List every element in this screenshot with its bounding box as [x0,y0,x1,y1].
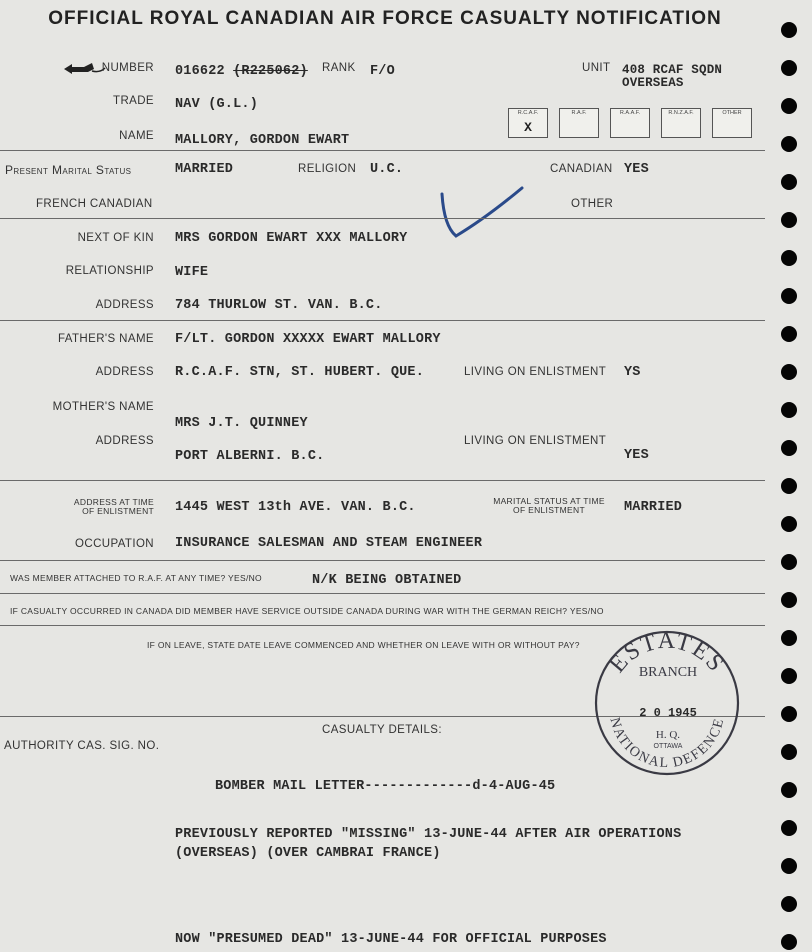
relationship-label: RELATIONSHIP [65,265,154,277]
relationship-value: WIFE [175,265,209,280]
divider [0,480,765,481]
unit-label: UNIT [582,62,611,74]
divider [0,593,765,594]
address-value: 784 THURLOW ST. VAN. B.C. [175,298,383,313]
father-address-label: ADDRESS [95,366,154,378]
feed-hole [781,326,797,342]
rank-value: F/O [370,64,395,79]
occupation-label: OCCUPATION [75,538,154,550]
fathers-name-struck: XXXXX [282,332,325,347]
french-canadian-label: FRENCH CANADIAN [36,198,153,210]
religion-label: RELIGION [298,163,357,175]
casualty-detail-line-4: NOW "PRESUMED DEAD" 13-JUNE-44 FOR OFFICIAL PURPOSES [175,932,607,947]
leave-question-label: IF ON LEAVE, STATE DATE LEAVE COMMENCED AND WHETHER ON LEAVE WITH OR WITHOUT PAY? [147,640,580,650]
feed-hole [781,478,797,494]
feed-hole [781,782,797,798]
service-box-mark: X [524,120,532,135]
feed-hole [781,136,797,152]
feed-hole [781,22,797,38]
marital-at-enlistment-label-1: MARITAL STATUS AT TIME [493,496,605,506]
raf-answer-value: N/K BEING OBTAINED [312,573,462,588]
feed-hole [781,250,797,266]
marital-at-enlistment-value: MARRIED [624,500,683,515]
canada-question-label: IF CASUALTY OCCURRED IN CANADA DID MEMBER HAVE SERVICE OUTSIDE CANADA DURING WAR WITH THE GERMAN REICH? YES/NO [10,606,604,616]
service-box-4 [712,108,752,138]
feed-hole [781,668,797,684]
feed-hole [781,630,797,646]
service-box-label: R.A.F. [571,110,587,116]
service-box-label: R.N.Z.A.F. [668,110,694,116]
stamp-bottom-text: NATIONAL DEFENCE [606,716,728,772]
casualty-details-label: CASUALTY DETAILS: [322,724,442,736]
divider [0,625,765,626]
fathers-name-last: EWART MALLORY [332,332,441,347]
marital-at-enlistment-label-2: OF ENLISTMENT [513,505,585,515]
service-number: 016622 [175,64,225,79]
estates-branch-stamp [592,628,742,778]
father-address-value: R.C.A.F. STN, ST. HUBERT. QUE. [175,365,425,380]
mother-address-label: ADDRESS [95,435,154,447]
service-box-label: R.C.A.F. [517,110,539,116]
feed-hole [781,516,797,532]
feed-hole [781,98,797,114]
marital-at-enlistment-label [486,497,612,515]
feed-hole [781,402,797,418]
next-of-kin-struck: XXX [316,231,342,246]
service-box-2 [610,108,650,138]
stamp-middle-text: BRANCH [638,665,698,680]
number-label: NUMBER [101,62,154,74]
mother-living-value: YES [624,448,649,463]
service-box-1 [559,108,599,138]
service-number-value [175,64,308,79]
address-label: ADDRESS [95,299,154,311]
pen-check-mark [436,182,528,244]
fathers-name-first: F/LT. GORDON [175,332,275,347]
father-living-label: LIVING ON ENLISTMENT [464,366,607,378]
service-box-label: OTHER [722,110,742,116]
address-at-enlistment-label-1: ADDRESS AT TIME [73,497,154,507]
casualty-detail-line-1: BOMBER MAIL LETTER-------------d-4-AUG-45 [215,779,556,794]
feed-hole [781,288,797,304]
marital-status-label: Present Marital Status [5,163,132,177]
unit-line-1: 408 RCAF SQDN [622,63,723,77]
mothers-name-label: MOTHER'S NAME [52,401,154,413]
stamp-date: 2 0 1945 [639,706,697,720]
service-box-3 [661,108,701,138]
raf-question-label: WAS MEMBER ATTACHED TO R.A.F. AT ANY TIME? YES/NO [10,573,262,583]
unit-line-2: OVERSEAS [622,76,684,90]
religion-value: U.C. [370,162,404,177]
mother-address-value: PORT ALBERNI. B.C. [175,449,325,464]
fathers-name-value [175,332,441,347]
address-at-enlistment-value: 1445 WEST 13th AVE. VAN. B.C. [175,500,416,515]
feed-hole [781,934,797,950]
divider [0,218,765,219]
feed-hole [781,364,797,380]
father-living-value: YS [624,365,641,380]
rank-label: RANK [322,62,356,74]
next-of-kin-value [175,231,407,246]
name-label: NAME [119,130,154,142]
fathers-name-label: FATHER'S NAME [58,333,154,345]
next-of-kin-first: MRS GORDON EWART [175,231,308,246]
feed-hole [781,174,797,190]
trade-label: TRADE [113,95,154,107]
service-box-label: R.A.A.F. [619,110,641,116]
feed-hole [781,440,797,456]
form-title: OFFICIAL ROYAL CANADIAN AIR FORCE CASUALTY NOTIFICATION [48,8,722,29]
trade-value: NAV (G.L.) [175,97,259,112]
divider [0,150,765,151]
address-at-enlistment-label-2: OF ENLISTMENT [82,506,154,516]
occupation-value: INSURANCE SALESMAN AND STEAM ENGINEER [175,536,483,551]
name-value: MALLORY, GORDON EWART [175,133,350,148]
next-of-kin-last: MALLORY [349,231,408,246]
service-number-struck: (R225062) [233,64,308,79]
divider [0,560,765,561]
authority-label: AUTHORITY CAS. SIG. NO. [4,740,160,752]
feed-hole [781,554,797,570]
stamp-city: OTTAWA [653,743,683,750]
feed-hole [781,858,797,874]
marital-status-value: MARRIED [175,162,234,177]
casualty-detail-line-2: PREVIOUSLY REPORTED "MISSING" 13-JUNE-44 AFTER AIR OPERATIONS [175,827,682,842]
canadian-label: CANADIAN [550,163,613,175]
address-at-enlistment-label [40,498,154,516]
feed-hole [781,592,797,608]
service-box-0 [508,108,548,138]
stamp-hq: H. Q. [655,729,681,741]
stamp-top-text: ESTATES [604,628,730,678]
feed-hole [781,896,797,912]
mother-living-label: LIVING ON ENLISTMENT [464,435,607,447]
other-label: OTHER [571,198,614,210]
feed-hole [781,60,797,76]
feed-hole [781,706,797,722]
unit-value [622,64,722,90]
canadian-value: YES [624,162,649,177]
divider [0,320,765,321]
feed-hole [781,744,797,760]
mothers-name-value: MRS J.T. QUINNEY [175,416,308,431]
feed-hole [781,212,797,228]
casualty-detail-line-3: (OVERSEAS) (OVER CAMBRAI FRANCE) [175,846,441,861]
next-of-kin-label: NEXT OF KIN [77,232,154,244]
feed-hole [781,820,797,836]
